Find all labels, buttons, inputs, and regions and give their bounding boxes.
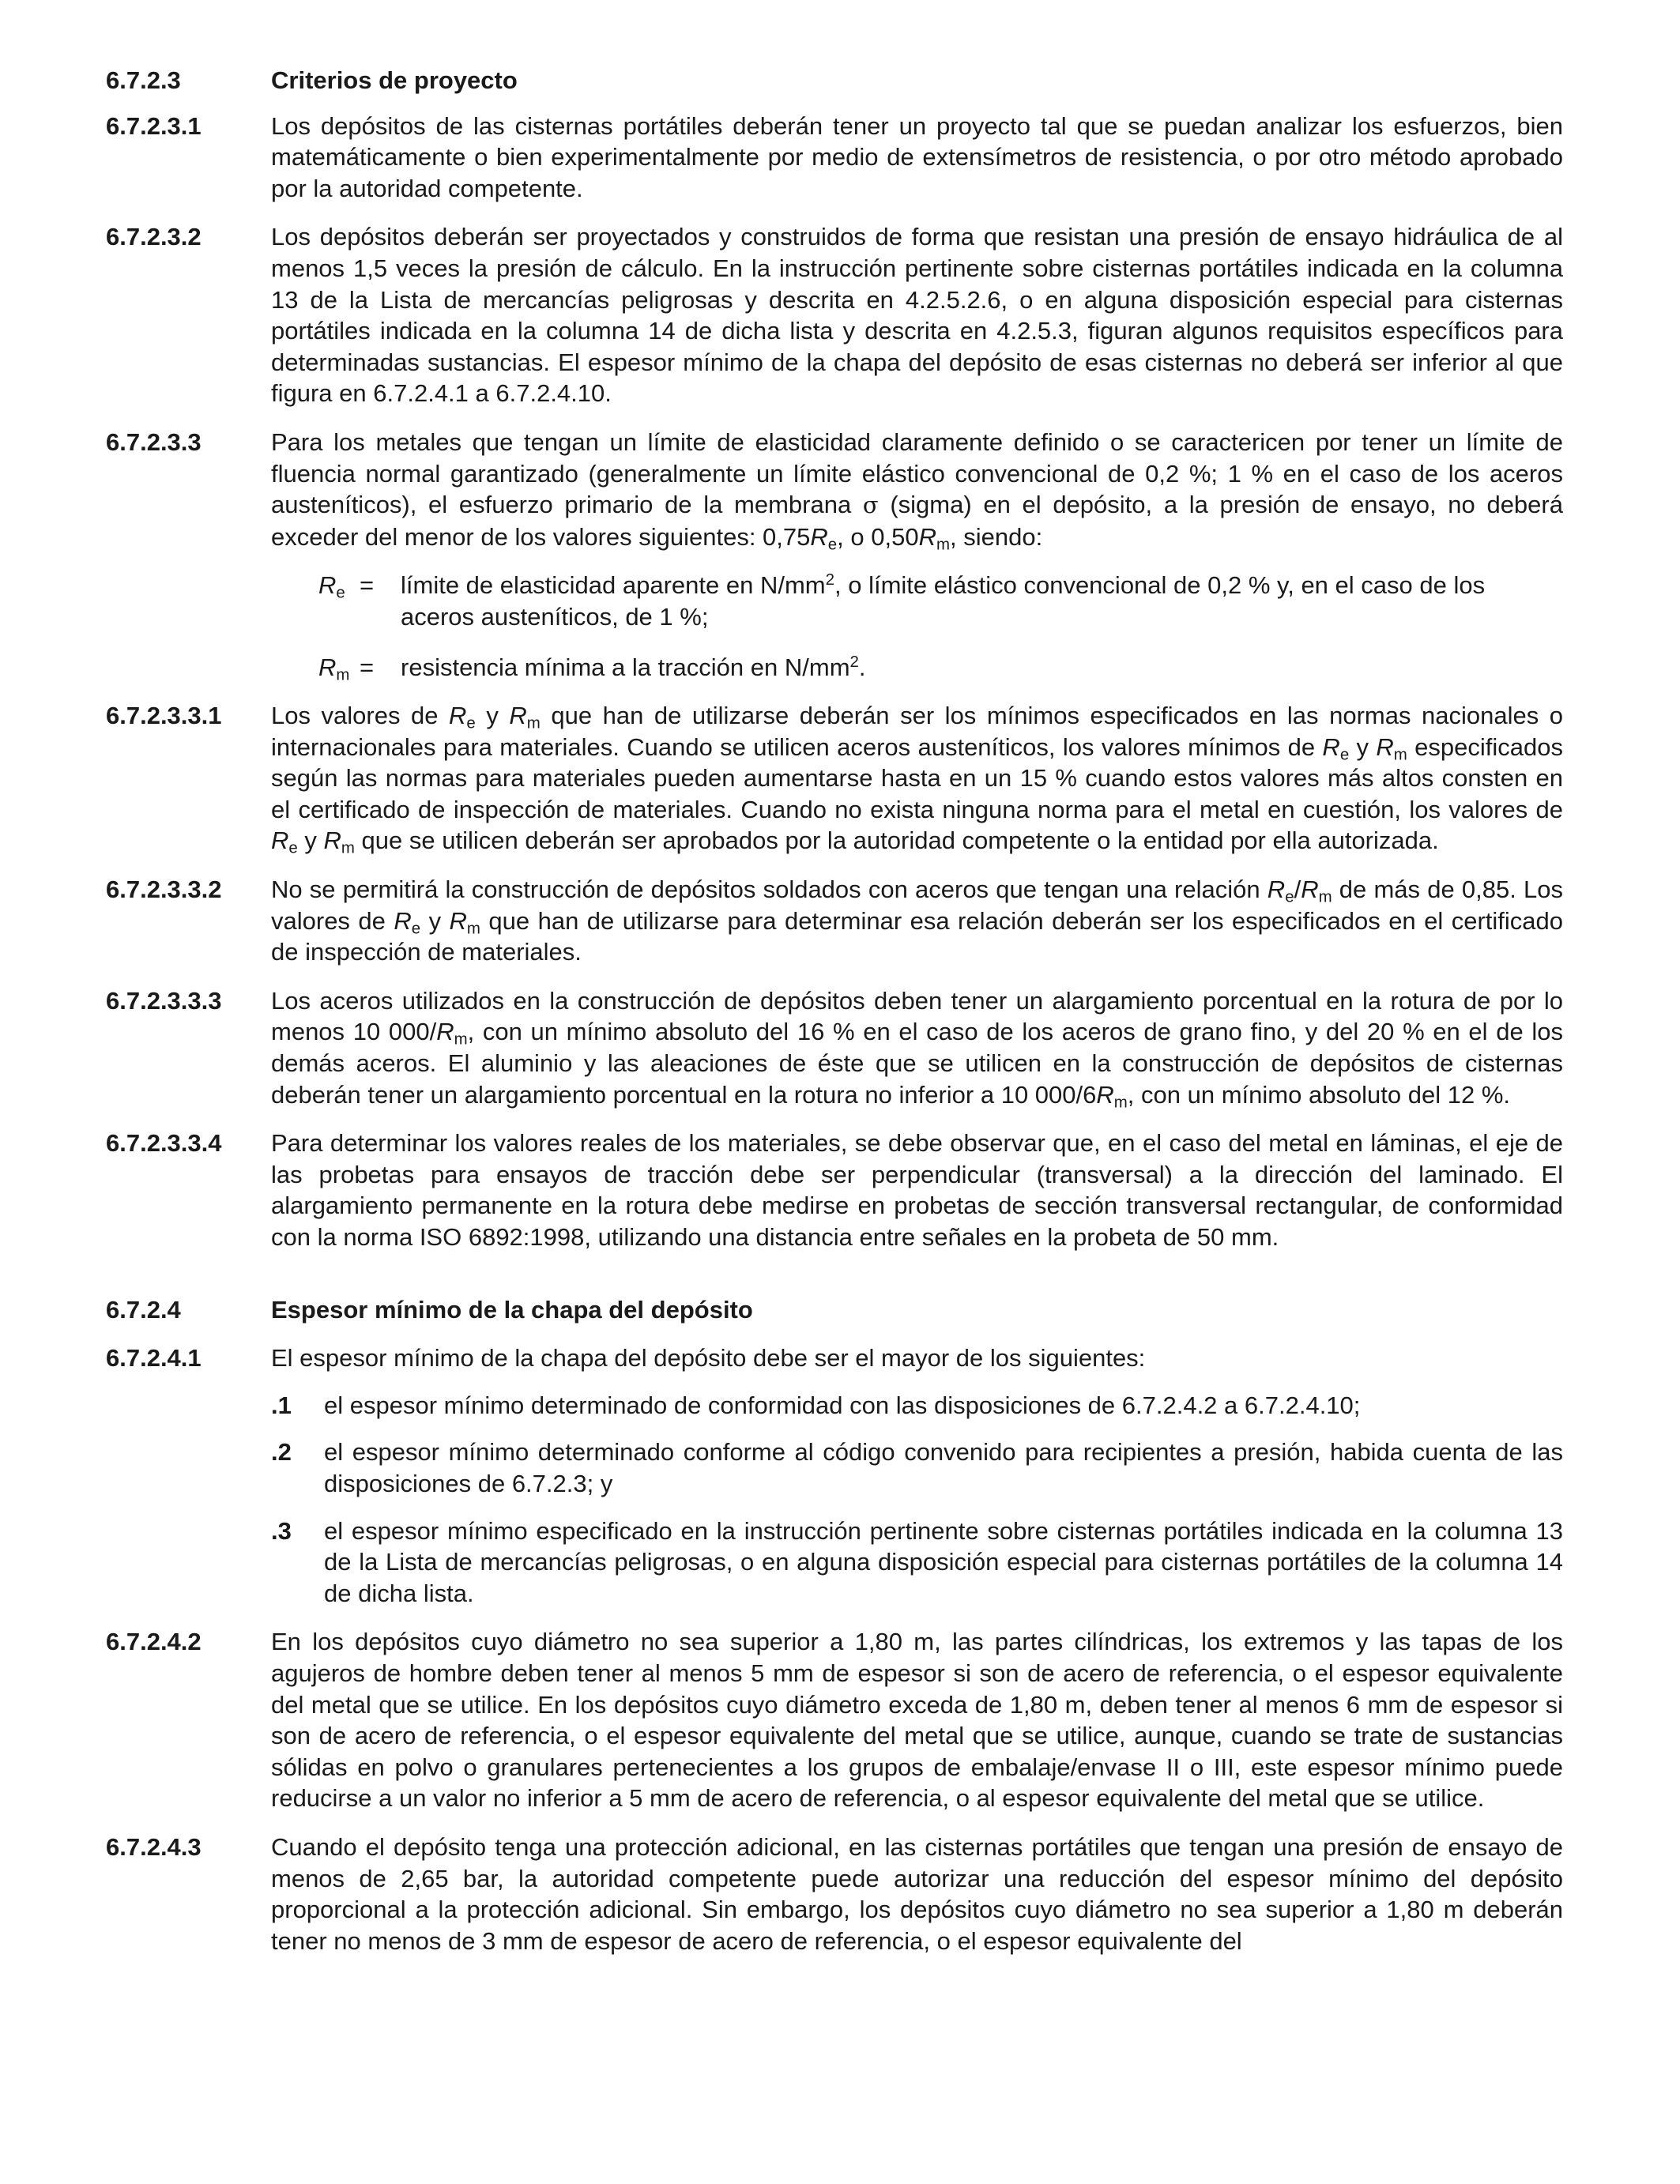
section-number: 6.7.2.4 — [106, 1295, 181, 1324]
paragraph-text: No se permitirá la construcción de depósitos soldados con aceros que tengan una relación $R_e/R_m$ de más de 0,85. Los valores de $R_e$ y $R_m$ que han de utilizarse para determinar esa relación deberán ser los especificados en el certificado de inspección de materiales. — [271, 875, 1564, 966]
item-list — [271, 1390, 1563, 1610]
paragraph-6-7-2-3-3-1 — [106, 700, 1563, 857]
definition-symbol-re: $R_e$ — [318, 571, 345, 603]
paragraph-text: Cuando el depósito tenga una protección adicional, en las cisternas portátiles que tengan una presión de ensayo de menos de 2,65 bar, la autoridad competente puede autorizar una reducción del espesor mínimo del depósito proporcional a la protección adicional. Sin embargo, los depósitos cuyo diámetro no sea superior a 1,80 m deberán tener no menos de 3 mm de espesor de acero de referencia, o el espesor equivalente del — [271, 1832, 1563, 1955]
item-marker: .3 — [271, 1516, 292, 1545]
paragraph-number: 6.7.2.3.3.1 — [106, 702, 222, 730]
paragraph-6-7-2-3-1 — [106, 111, 1563, 205]
paragraph-6-7-2-4-1 — [106, 1342, 1563, 1374]
paragraph-number: 6.7.2.3.3 — [106, 427, 202, 456]
sigma-symbol: σ — [862, 491, 879, 519]
paragraph-6-7-2-3-3 — [106, 427, 1563, 552]
definition-text: límite de elasticidad aparente en $N/mm^2$, o límite elástico convencional de 0,2 % y, en el caso de los aceros austeníticos, de 1 %; — [401, 570, 1486, 631]
paragraph-6-7-2-4-2 — [106, 1626, 1563, 1814]
text-run: , o 0,50 — [837, 522, 919, 551]
paragraph-number: 6.7.2.3.3.3 — [106, 986, 222, 1015]
paragraph-number: 6.7.2.3.1 — [106, 111, 202, 140]
definition-list — [271, 570, 1563, 683]
paragraph-number: 6.7.2.4.2 — [106, 1628, 202, 1656]
paragraph-text — [271, 427, 1563, 552]
equals-sign: = — [360, 571, 375, 600]
list-item — [271, 1437, 1563, 1499]
definition-symbol-rm: $R_m$ — [318, 653, 350, 684]
item-text: el espesor mínimo especificado en la instrucción pertinente sobre cisternas portátiles indicada en la columna 13 de la Lista de mercancías peligrosas, o en alguna disposición especial para cisternas portátiles de la columna 14 de dicha lista. — [324, 1516, 1563, 1607]
paragraph-text: Los depósitos deberán ser proyectados y construidos de forma que resistan una presión de ensayo hidráulica de al menos 1,5 veces la presión de cálculo. En la instrucción pertinente sobre cisternas portátiles indicada en la columna 13 de la Lista de mercancías peligrosas y descrita en 4.2.5.2.6, o en alguna disposición especial para cisternas portátiles indicada en la columna 14 de dicha lista y descrita en 4.2.5.3, figuran algunos requisitos específicos para determinadas sustancias. El espesor mínimo de la chapa del depósito de esas cisternas no deberá ser inferior al que figura en 6.7.2.4.1 a 6.7.2.4.10. — [271, 223, 1563, 408]
item-text: el espesor mínimo determinado de conformidad con las disposiciones de 6.7.2.4.2 a 6.7.2.4.10; — [324, 1391, 1361, 1419]
definition-rm — [318, 652, 1563, 683]
text-run: Para los metales que tengan un límite de elasticidad claramente definido o se caractericen por tener un límite de fluencia normal garantizado (generalmente un límite elástico convencional de 0,2 %; 1 % en el caso de los aceros austeníticos), el esfuerzo primario de la membrana — [271, 427, 1563, 519]
definition-re — [318, 570, 1563, 632]
equals-sign: = — [360, 653, 375, 681]
section-number: 6.7.2.3 — [106, 66, 181, 94]
symbol-rm: $R_m$ — [918, 522, 951, 554]
item-marker: .1 — [271, 1391, 292, 1419]
paragraph-6-7-2-3-2 — [106, 221, 1563, 409]
list-item — [271, 1390, 1563, 1421]
paragraph-text: Los aceros utilizados en la construcción de depósitos deben tener un alargamiento porcentual en la rotura de por lo menos 10 $000/R_m$, con un mínimo absoluto del 16 % en el caso de los aceros de grano fino, y del 20 % en el de los demás aceros. El aluminio y las aleaciones de éste que se utilicen en la construcción de depósitos de cisternas deberán tener un alargamiento porcentual en la rotura no inferior a 10 $000/6R_m$, con un mínimo absoluto del 12 %. — [271, 986, 1563, 1112]
paragraph-text: Los depósitos de las cisternas portátiles deberán tener un proyecto tal que se puedan analizar los esfuerzos, bien matemáticamente o bien experimentalmente por medio de extensímetros de resistencia, o por otro método aprobado por la autoridad competente. — [271, 111, 1563, 202]
symbol-re: $R_e$ — [810, 522, 838, 554]
paragraph-text: Los valores de $R_e$ y $R_m$ que han de utilizarse deberán ser los mínimos especificados en las normas nacionales o internacionales para materiales. Cuando se utilicen aceros austeníticos, los valores mínimos de $R_e$ y $R_m$ especificados según las normas para materiales pueden aumentarse hasta en un 15 % cuando estos valores más altos consten en el certificado de inspección de materiales. Cuando no exista ninguna norma para el metal en cuestión, los valores de $R_e$ y $R_m$ que se utilicen deberán ser aprobados por la autoridad competente o la entidad por ella autorizada. — [271, 702, 1564, 858]
paragraph-number: 6.7.2.3.3.2 — [106, 875, 222, 904]
paragraph-number: 6.7.2.3.3.4 — [106, 1129, 222, 1158]
paragraph-number: 6.7.2.4.1 — [106, 1344, 202, 1373]
paragraph-number: 6.7.2.4.3 — [106, 1832, 202, 1861]
text-run: (sigma) en el depósito, a la presión de ensayo, no deberá exceder del menor de los valores siguientes: 0,75 — [271, 491, 1563, 551]
paragraph-6-7-2-3-3-4 — [106, 1128, 1563, 1252]
list-item — [271, 1516, 1563, 1610]
text-run: , siendo: — [950, 522, 1043, 551]
section-title: Criterios de proyecto — [271, 66, 518, 94]
document-page — [106, 65, 1563, 1956]
item-text: el espesor mínimo determinado conforme al código convenido para recipientes a presión, habida cuenta de las disposiciones de 6.7.2.3; y — [324, 1438, 1563, 1497]
item-marker: .2 — [271, 1438, 292, 1467]
paragraph-text: En los depósitos cuyo diámetro no sea superior a 1,80 m, las partes cilíndricas, los extremos y las tapas de los agujeros de hombre deben tener al menos 5 mm de espesor si son de acero de referencia, o el espesor equivalente del metal que se utilice. En los depósitos cuyo diámetro exceda de 1,80 m, deben tener al menos 6 mm de espesor si son de acero de referencia, o el espesor equivalente del metal que se utilice, aunque, cuando se trate de sustancias sólidas en polvo o granulares pertenecientes a los grupos de embalaje/envase II o III, este espesor mínimo puede reducirse a un valor no inferior a 5 mm de acero de referencia, o al espesor equivalente del metal que se utilice. — [271, 1628, 1563, 1813]
paragraph-6-7-2-3-3-2 — [106, 874, 1563, 968]
paragraph-text: El espesor mínimo de la chapa del depósito debe ser el mayor de los siguientes: — [271, 1344, 1146, 1373]
section-heading-6-7-2-4 — [106, 1294, 1563, 1326]
paragraph-text: Para determinar los valores reales de los materiales, se debe observar que, en el caso del metal en láminas, el eje de las probetas para ensayos de tracción debe ser perpendicular (transversal) a la dirección del laminado. El alargamiento permanente en la rotura debe medirse en probetas de sección transversal rectangular, de conformidad con la norma ISO 6892:1998, utilizando una distancia entre señales en la probeta de 50 mm. — [271, 1129, 1563, 1251]
section-title: Espesor mínimo de la chapa del depósito — [271, 1295, 753, 1324]
definition-text: resistencia mínima a la tracción en $N/mm^2$. — [401, 652, 866, 681]
section-heading-6-7-2-3 — [106, 65, 1563, 96]
paragraph-number: 6.7.2.3.2 — [106, 223, 202, 251]
paragraph-6-7-2-4-3 — [106, 1832, 1563, 1956]
paragraph-6-7-2-3-3-3 — [106, 985, 1563, 1110]
